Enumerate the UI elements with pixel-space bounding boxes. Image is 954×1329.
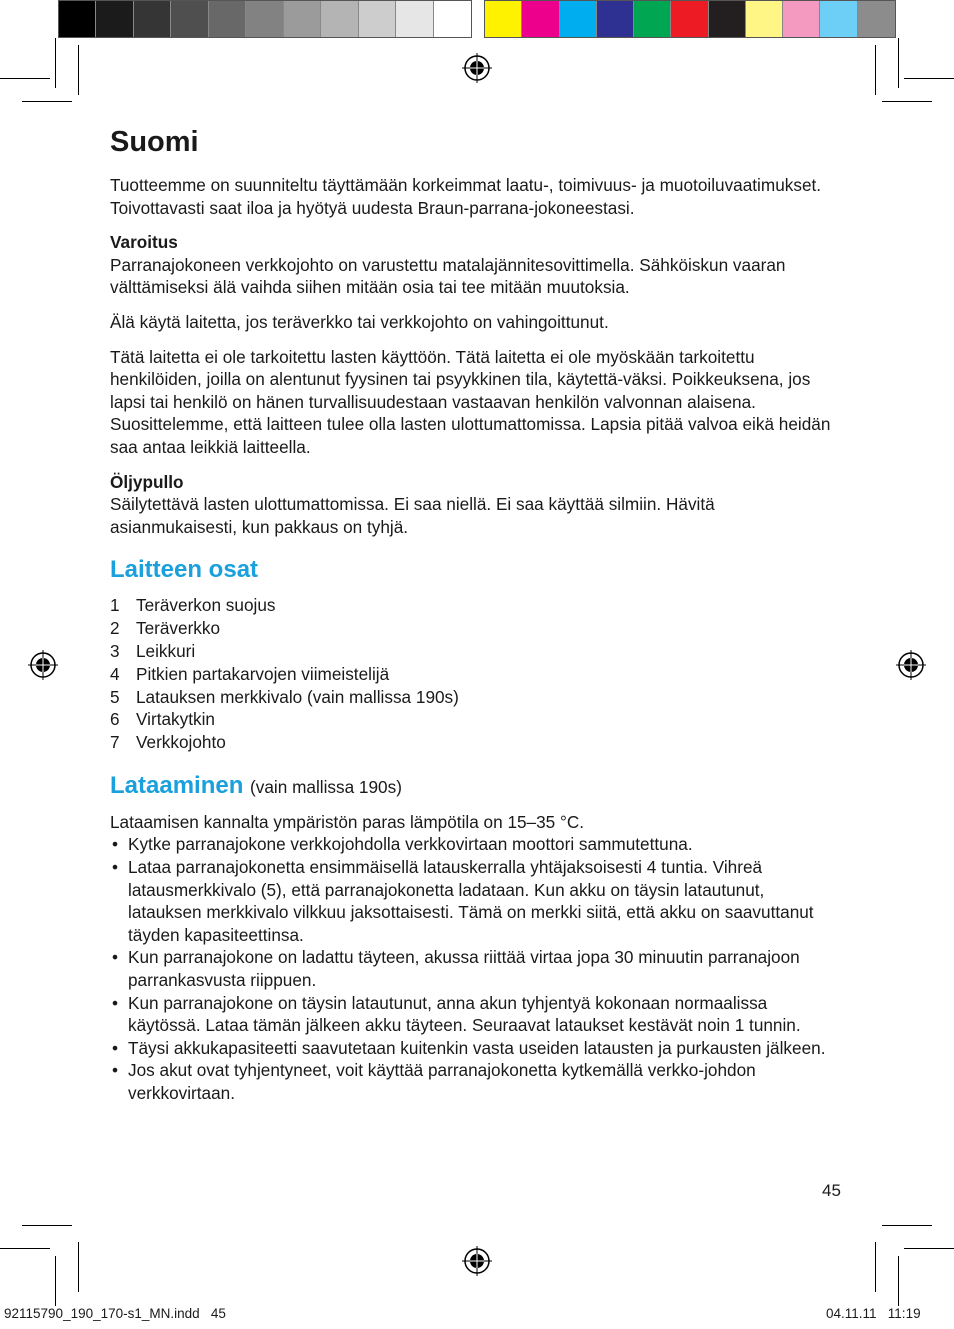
crop-mark-top-left-h2 bbox=[22, 101, 72, 102]
process-color-bar bbox=[484, 0, 896, 38]
crop-mark-top-right-v2 bbox=[875, 45, 876, 95]
color-swatch-10 bbox=[820, 1, 857, 37]
part-label: Teräverkon suojus bbox=[136, 595, 276, 616]
gray-swatch-10 bbox=[396, 1, 433, 37]
gray-swatch-3 bbox=[134, 1, 171, 37]
color-swatch-7 bbox=[709, 1, 746, 37]
list-item bbox=[110, 663, 840, 686]
list-item: • Lataa parranajokonetta ensimmäisellä latauskerralla yhtäjaksoisesti 4 tuntia. Vihreä latausmerkkivalo (5), että parranajokonetta ladataan. Kun akku on täysin latautunut, latauksen merkkivalo vilkkuu jaksottaisesti. Tämä on merkki siitä, että akku on saavuttanut täyden kapasiteettinsa. bbox=[110, 856, 840, 946]
part-label: Leikkuri bbox=[136, 640, 196, 661]
crop-mark-bottom-right-v bbox=[898, 1256, 899, 1306]
crop-mark-top-right-h2 bbox=[882, 101, 932, 102]
gray-swatch-1 bbox=[59, 1, 96, 37]
crop-mark-top-left-h bbox=[0, 78, 50, 79]
charging-bullets bbox=[110, 833, 840, 1104]
registration-mark-icon-left bbox=[28, 650, 58, 680]
crop-mark-bottom-left-v2 bbox=[78, 1242, 79, 1292]
part-label: Teräverkko bbox=[136, 618, 221, 639]
color-swatch-6 bbox=[671, 1, 708, 37]
part-label: Virtakytkin bbox=[136, 709, 215, 730]
warning-text: Parranajokoneen verkkojohto on varustettu matalajännitesovittimella. Sähköiskun vaaran välttämiseksi älä vaihda siihen mitään osia tai tee mitään muutoksia. bbox=[110, 254, 786, 298]
page-content bbox=[110, 124, 840, 1105]
color-swatch-8 bbox=[746, 1, 783, 37]
gray-swatch-11 bbox=[434, 1, 471, 37]
list-item bbox=[110, 640, 840, 663]
crop-mark-bottom-left-v bbox=[55, 1256, 56, 1306]
part-number: 1 bbox=[110, 595, 120, 616]
list-item bbox=[110, 708, 840, 731]
part-label: Latauksen merkkivalo (vain mallissa 190s) bbox=[136, 686, 459, 707]
oil-section bbox=[110, 471, 840, 539]
list-item: • Kun parranajokone on täysin latautunut, anna akun tyhjentyä kokonaan normaalissa käytössä. Lataa tämän jälkeen akku täyteen. Seuraavat lataukset kestävät noin 1 tunnin. bbox=[110, 992, 840, 1037]
part-number: 2 bbox=[110, 618, 120, 639]
grayscale-color-bar bbox=[58, 0, 472, 38]
part-label: Verkkojohto bbox=[136, 732, 226, 753]
warning-text-2: Älä käytä laitetta, jos teräverkko tai verkkojohto on vahingoittunut. bbox=[110, 311, 609, 332]
part-number: 7 bbox=[110, 732, 120, 753]
color-swatch-4 bbox=[597, 1, 634, 37]
charging-heading: Lataaminen bbox=[110, 771, 244, 799]
page-title: Suomi bbox=[110, 126, 199, 158]
list-item bbox=[110, 731, 840, 754]
registration-mark-icon-bottom bbox=[462, 1246, 492, 1276]
part-number: 3 bbox=[110, 640, 120, 661]
part-label: Pitkien partakarvojen viimeistelijä bbox=[136, 663, 390, 684]
list-item: • Kun parranajokone on ladattu täyteen, akussa riittää virtaa jopa 30 minuutin parranajoon parrankasvusta riippuen. bbox=[110, 946, 840, 991]
color-swatch-9 bbox=[783, 1, 820, 37]
parts-heading: Laitteen osat bbox=[110, 556, 259, 584]
list-item bbox=[110, 617, 840, 640]
crop-mark-top-right-v bbox=[898, 38, 899, 88]
crop-mark-top-left-v bbox=[55, 38, 56, 88]
gray-swatch-2 bbox=[96, 1, 133, 37]
crop-mark-bottom-right-h2 bbox=[882, 1225, 932, 1226]
date-slug: 04.11.11 11:19 bbox=[826, 1306, 921, 1321]
oil-text: Säilytettävä lasten ulottumattomissa. Ei saa niellä. Ei saa käyttää silmiin. Hävitä asianmukaisesti, kun pakkaus on tyhjä. bbox=[110, 494, 715, 537]
gray-swatch-8 bbox=[321, 1, 358, 37]
part-number: 6 bbox=[110, 709, 120, 730]
parts-list bbox=[110, 594, 840, 754]
list-item bbox=[110, 686, 840, 709]
part-number: 4 bbox=[110, 663, 120, 684]
charging-intro: Lataamisen kannalta ympäristön paras lämpötila on 15–35 °C. bbox=[110, 811, 585, 832]
crop-mark-bottom-left-h2 bbox=[22, 1225, 72, 1226]
registration-mark-icon-right bbox=[896, 650, 926, 680]
crop-mark-bottom-right-v2 bbox=[875, 1242, 876, 1292]
color-swatch-11 bbox=[858, 1, 895, 37]
warning-text-3: Tätä laitetta ei ole tarkoitettu lasten käyttöön. Tätä laitetta ei ole myöskään tarkoitettu henkilöiden, joilla on alentunut fyysinen tai psyykkinen tila, käytettä-väksi. Poikkeuksena, jos lapsi tai henkilö on hänen turvallisuudestaan vastaavan henkilön valvonnan alaisena. Suosittelemme, että laitteen tulee olla lasten ulottumattomissa. Lapsia pitää valvoa eikä heidän saa antaa leikkiä laitteella. bbox=[110, 346, 831, 457]
gray-swatch-6 bbox=[246, 1, 283, 37]
list-item bbox=[110, 594, 840, 617]
list-item: • Täysi akkukapasiteetti saavutetaan kuitenkin vasta useiden latausten ja purkausten jälkeen. bbox=[110, 1037, 840, 1060]
oil-heading: Öljypullo bbox=[110, 471, 184, 492]
gray-swatch-5 bbox=[209, 1, 246, 37]
list-item: • Jos akut ovat tyhjentyneet, voit käyttää parranajokonetta kytkemällä verkko-johdon verkkovirtaan. bbox=[110, 1059, 840, 1104]
gray-swatch-7 bbox=[284, 1, 321, 37]
color-swatch-5 bbox=[634, 1, 671, 37]
charging-heading-row bbox=[110, 772, 840, 801]
crop-mark-bottom-left-h bbox=[0, 1248, 50, 1249]
crop-mark-top-left-v2 bbox=[78, 45, 79, 95]
gray-swatch-4 bbox=[171, 1, 208, 37]
gray-swatch-9 bbox=[359, 1, 396, 37]
part-number: 5 bbox=[110, 686, 120, 707]
charging-heading-note: (vain mallissa 190s) bbox=[250, 776, 402, 797]
warning-section bbox=[110, 231, 840, 299]
crop-mark-top-right-h bbox=[904, 78, 954, 79]
list-item: • Kytke parranajokone verkkojohdolla verkkovirtaan moottori sammutettuna. bbox=[110, 833, 840, 856]
warning-heading: Varoitus bbox=[110, 232, 178, 253]
color-swatch-2 bbox=[522, 1, 559, 37]
file-slug: 92115790_190_170-s1_MN.indd 45 bbox=[4, 1306, 226, 1321]
registration-mark-icon-top bbox=[462, 53, 492, 83]
crop-mark-bottom-right-h bbox=[904, 1248, 954, 1249]
color-swatch-1 bbox=[485, 1, 522, 37]
intro-paragraph: Tuotteemme on suunniteltu täyttämään korkeimmat laatu-, toimivuus- ja muotoiluvaatimukset. Toivottavasti saat iloa ja hyötyä uudesta Braun-parrana-jokoneestasi. bbox=[110, 175, 822, 218]
page-number: 45 bbox=[822, 1181, 841, 1200]
color-swatch-3 bbox=[560, 1, 597, 37]
